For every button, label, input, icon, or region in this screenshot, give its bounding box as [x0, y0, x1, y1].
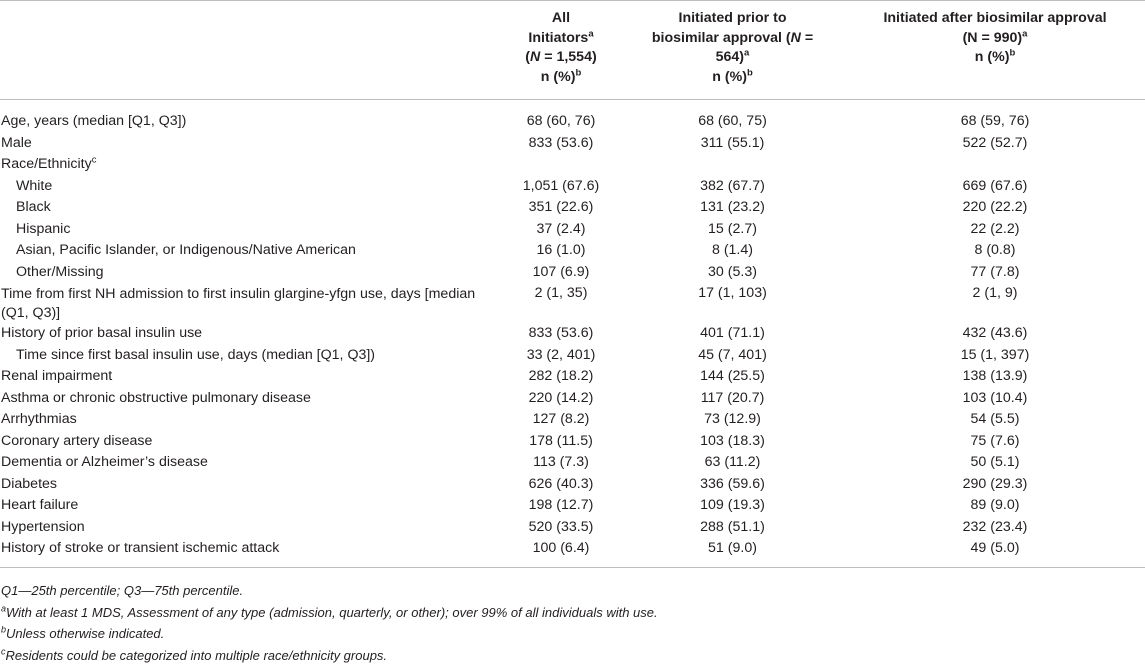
- cell-after: 522 (52.7): [845, 133, 1145, 155]
- table-row: [0, 538, 1145, 567]
- header-characteristic: [0, 1, 502, 100]
- cell-prior: 103 (18.3): [620, 431, 845, 453]
- row-label: Time from first NH admission to first insulin glargine-yfgn use, days [median (Q1, Q3)]: [0, 283, 502, 323]
- cell-all: 2 (1, 35): [502, 283, 620, 323]
- footnote: $^a$With at least 1 MDS, Assessment of any type (admission, quarterly, or other); over 99% of all individuals with use.: [1, 602, 658, 624]
- row-label: Hispanic: [0, 219, 502, 241]
- row-label: Diabetes: [0, 474, 502, 496]
- table-row: [0, 431, 1145, 453]
- cell-all: 68 (60, 76): [502, 100, 620, 133]
- cell-all: 100 (6.4): [502, 538, 620, 567]
- cell-all: 107 (6.9): [502, 262, 620, 284]
- cell-prior: 68 (60, 75): [620, 100, 845, 133]
- cell-all: 16 (1.0): [502, 240, 620, 262]
- cell-after: 138 (13.9): [845, 366, 1145, 388]
- cell-all: 178 (11.5): [502, 431, 620, 453]
- cell-prior: 51 (9.0): [620, 538, 845, 567]
- cell-after: 68 (59, 76): [845, 100, 1145, 133]
- table-row: [0, 452, 1145, 474]
- cell-after: 22 (2.2): [845, 219, 1145, 241]
- row-label: Hypertension: [0, 517, 502, 539]
- cell-prior: 131 (23.2): [620, 197, 845, 219]
- row-label: Renal impairment: [0, 366, 502, 388]
- table-row: [0, 176, 1145, 198]
- cell-after: 89 (9.0): [845, 495, 1145, 517]
- cell-prior: 144 (25.5): [620, 366, 845, 388]
- row-label: Dementia or Alzheimer’s disease: [0, 452, 502, 474]
- table-row: [0, 323, 1145, 345]
- cell-prior: 30 (5.3): [620, 262, 845, 284]
- cell-after: 50 (5.1): [845, 452, 1145, 474]
- cell-all: 833 (53.6): [502, 133, 620, 155]
- cell-prior: 15 (2.7): [620, 219, 845, 241]
- cell-all: 113 (7.3): [502, 452, 620, 474]
- table-row: [0, 409, 1145, 431]
- cell-all: 127 (8.2): [502, 409, 620, 431]
- row-label: Asian, Pacific Islander, or Indigenous/Native American: [0, 240, 502, 262]
- row-label: White: [0, 176, 502, 198]
- table-row: [0, 517, 1145, 539]
- cell-after: 54 (5.5): [845, 409, 1145, 431]
- cell-all: 33 (2, 401): [502, 345, 620, 367]
- cell-after: 432 (43.6): [845, 323, 1145, 345]
- row-label: Coronary artery disease: [0, 431, 502, 453]
- header-initiated-after: Initiated after biosimilar approval (N = 990)$^a$ n (%)$^b$: [845, 1, 1145, 100]
- cell-all: 282 (18.2): [502, 366, 620, 388]
- table-row: [0, 219, 1145, 241]
- cell-prior: 63 (11.2): [620, 452, 845, 474]
- row-label: History of stroke or transient ischemic attack: [0, 538, 502, 567]
- cell-prior: 45 (7, 401): [620, 345, 845, 367]
- cell-prior: [620, 154, 845, 176]
- cell-prior: 8 (1.4): [620, 240, 845, 262]
- cell-all: [502, 154, 620, 176]
- cell-after: 220 (22.2): [845, 197, 1145, 219]
- cell-all: 1,051 (67.6): [502, 176, 620, 198]
- footnote: Q1—25th percentile; Q3—75th percentile.: [1, 580, 658, 602]
- row-label: Time since first basal insulin use, days (median [Q1, Q3]): [0, 345, 502, 367]
- table-row: [0, 262, 1145, 284]
- cell-all: 520 (33.5): [502, 517, 620, 539]
- row-label: Heart failure: [0, 495, 502, 517]
- footnote: $^c$Residents could be categorized into multiple race/ethnicity groups.: [1, 645, 658, 666]
- header-all-initiators: All Initiators$^a$ (N = 1,554) n (%)$^b$: [502, 1, 620, 100]
- table-row: [0, 133, 1145, 155]
- cell-all: 37 (2.4): [502, 219, 620, 241]
- cell-prior: 17 (1, 103): [620, 283, 845, 323]
- cell-after: 77 (7.8): [845, 262, 1145, 284]
- header-initiated-prior: Initiated prior to biosimilar approval (N = 564)$^a$ n (%)$^b$: [620, 1, 845, 100]
- cell-after: 290 (29.3): [845, 474, 1145, 496]
- table-row: [0, 100, 1145, 133]
- cell-prior: 311 (55.1): [620, 133, 845, 155]
- table-row: [0, 474, 1145, 496]
- cell-prior: 117 (20.7): [620, 388, 845, 410]
- table-row: [0, 197, 1145, 219]
- footnote: $^b$Unless otherwise indicated.: [1, 623, 658, 645]
- cell-all: 833 (53.6): [502, 323, 620, 345]
- row-label: Male: [0, 133, 502, 155]
- cell-prior: 336 (59.6): [620, 474, 845, 496]
- row-label: Black: [0, 197, 502, 219]
- cell-after: 75 (7.6): [845, 431, 1145, 453]
- cell-all: 220 (14.2): [502, 388, 620, 410]
- table-footnotes: [1, 580, 658, 666]
- table-row: [0, 388, 1145, 410]
- row-label: Race/Ethnicity$^c$: [0, 154, 502, 176]
- cell-prior: 401 (71.1): [620, 323, 845, 345]
- row-label: History of prior basal insulin use: [0, 323, 502, 345]
- cell-after: 103 (10.4): [845, 388, 1145, 410]
- cell-prior: 73 (12.9): [620, 409, 845, 431]
- cell-all: 198 (12.7): [502, 495, 620, 517]
- table-row: [0, 283, 1145, 323]
- cell-prior: 109 (19.3): [620, 495, 845, 517]
- table-row: [0, 154, 1145, 176]
- table-row: [0, 495, 1145, 517]
- row-label: Other/Missing: [0, 262, 502, 284]
- cell-after: 232 (23.4): [845, 517, 1145, 539]
- row-label: Asthma or chronic obstructive pulmonary disease: [0, 388, 502, 410]
- cell-after: 8 (0.8): [845, 240, 1145, 262]
- cell-after: 49 (5.0): [845, 538, 1145, 567]
- row-label: Arrhythmias: [0, 409, 502, 431]
- cell-prior: 288 (51.1): [620, 517, 845, 539]
- cell-all: 351 (22.6): [502, 197, 620, 219]
- table-row: [0, 366, 1145, 388]
- cell-all: 626 (40.3): [502, 474, 620, 496]
- cell-after: 2 (1, 9): [845, 283, 1145, 323]
- table-body: [0, 100, 1145, 568]
- cell-after: 15 (1, 397): [845, 345, 1145, 367]
- table-row: [0, 345, 1145, 367]
- row-label: Age, years (median [Q1, Q3]): [0, 100, 502, 133]
- cell-prior: 382 (67.7): [620, 176, 845, 198]
- table-row: [0, 240, 1145, 262]
- cell-after: 669 (67.6): [845, 176, 1145, 198]
- cell-after: [845, 154, 1145, 176]
- table-header: [0, 1, 1145, 100]
